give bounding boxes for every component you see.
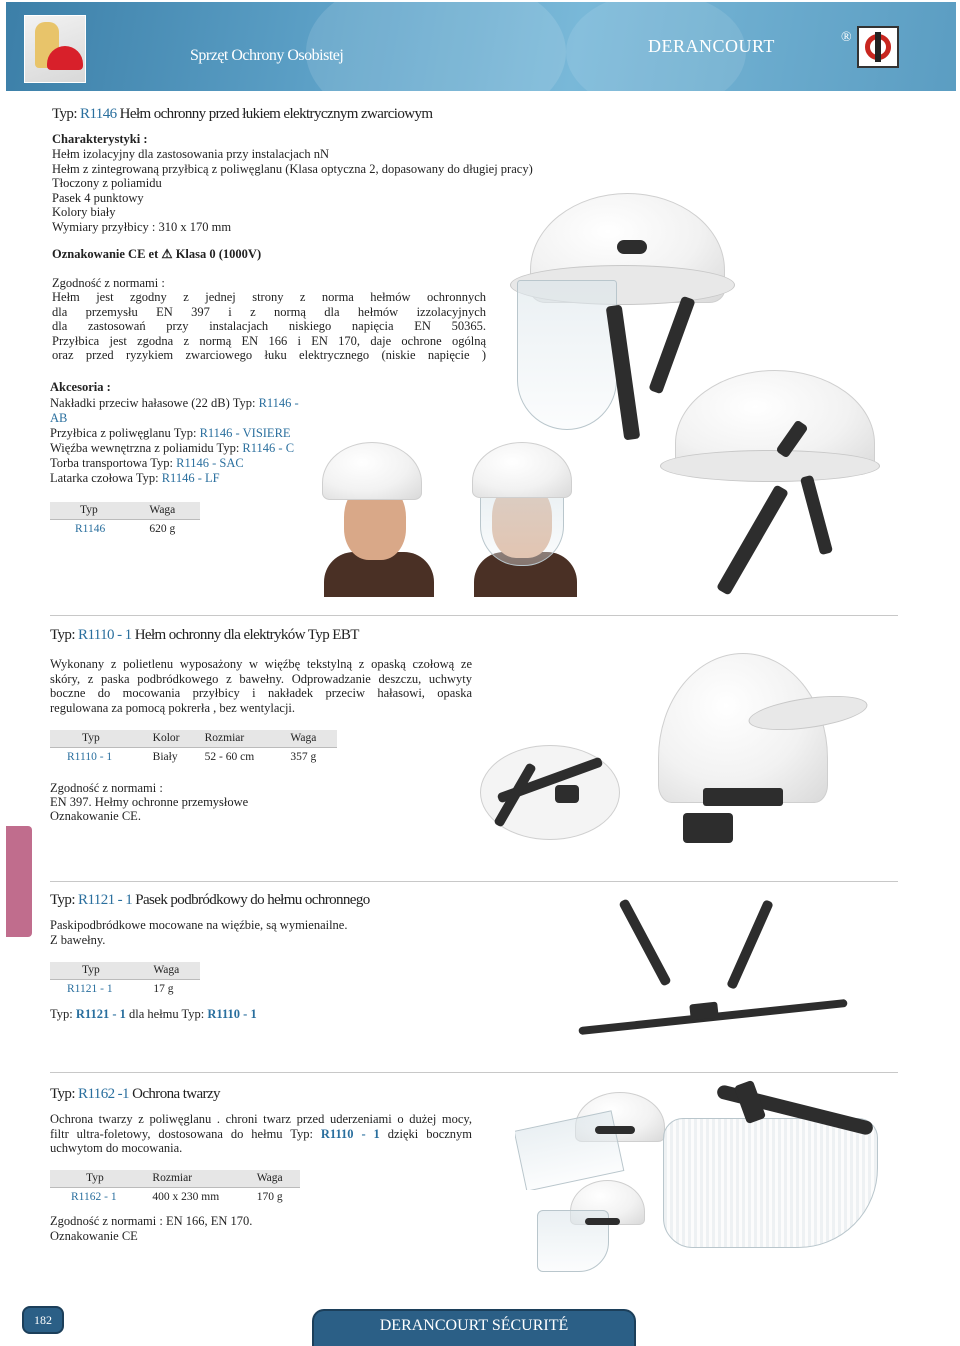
accessory-item: AB [50, 411, 68, 425]
banner-decoration [306, 2, 566, 91]
accessory-item: Torba transportowa Typ: R1146 - SAC [50, 456, 244, 470]
table-header: Waga [286, 730, 337, 747]
accessory-item: Więźba wewnętrzna z poliamidu Typ: R1146 - C [50, 441, 295, 455]
accessory-item: Nakładki przeciw hałasowe (22 dB) Typ: R1146 - [50, 396, 299, 410]
model-photo-helmet [316, 440, 434, 597]
table-header: Rozmiar [201, 730, 287, 747]
characteristic-line: Hełm izolacyjny dla zastosowania przy instalacjach nN [52, 147, 329, 161]
spec-table-r1162 [50, 1170, 300, 1206]
model-photo-visor [470, 440, 577, 597]
table-cell: Biały [152, 750, 178, 763]
norms-line: dla przemysłu EN 397 i z normą dla hełmów izzolacyjnych [52, 304, 486, 319]
description-line: boczne do mocowania przyłbicy i nakładek przeciw hałasowi, opaska [50, 686, 472, 700]
accessory-item: Przyłbica z poliwęglanu Typ: R1146 - VISIERE [50, 426, 291, 440]
table-cell: R1162 - 1 [71, 1190, 117, 1203]
header-banner [6, 2, 956, 91]
description-line: Z bawełny. [50, 932, 106, 947]
norms-line: dla zastosowań przy instalacjach niskiego napięcia EN 50365. [52, 319, 486, 333]
table-header: Waga [253, 1170, 300, 1187]
characteristic-line: Pasek 4 punktowy [52, 190, 144, 205]
description-line: Ochrona twarzy z poliwęglanu . chroni twarz przed uderzeniami o dużej mocy, [50, 1112, 472, 1126]
section-divider [50, 881, 898, 882]
section2-title: Typ: R1110 - 1 Hełm ochronny dla elektryków Typ EBT [50, 627, 359, 643]
page-number-badge: 182 [22, 1306, 64, 1334]
description-line: filtr ultra-foletowy, dostosowana do hełmu Typ: R1110 - 1 dzięki bocznym [50, 1126, 473, 1141]
norms-line: Przyłbica jest zgodna z normą EN 166 i EN 170, daje ochrone ogólną [52, 333, 486, 348]
spec-table-r1121 [50, 962, 200, 998]
section-divider [50, 1072, 898, 1073]
helmet-side-image [655, 365, 885, 605]
table-header: Typ [50, 502, 145, 519]
registered-mark: ® [841, 30, 852, 45]
title-text: Hełm ochronny przed łukiem elektrycznym zwarciowym [116, 106, 433, 122]
table-cell: 620 g [149, 522, 176, 535]
face-shield-image [655, 1078, 890, 1253]
banner-subtitle: Sprzęt Ochrony Osobistej [190, 47, 344, 64]
table-cell: R1146 [75, 522, 106, 535]
banner-brand: DERANCOURT [648, 36, 775, 56]
table-header-row [50, 502, 200, 519]
section-side-tab [6, 826, 32, 937]
helmet-ebt-image [648, 648, 876, 853]
table-header: Typ [50, 962, 149, 979]
product-code: R1121 - 1 [78, 892, 133, 908]
norms-paragraph [52, 290, 486, 363]
norms-line: EN 397. Hełmy ochronne przemysłowe [50, 795, 249, 809]
characteristic-line: Kolory biały [52, 205, 116, 219]
accessories-heading: Akcesoria : [50, 380, 111, 394]
description-line: Wykonany z polietlenu wyposażony w więźbę tekstylną z opaską czołową ze [50, 657, 472, 671]
section3-title: Typ: R1121 - 1 Pasek podbródkowy do hełmu ochronnego [50, 892, 370, 908]
description-line: Paskipodbródkowe mocowane na więźbie, są wymienailne. [50, 918, 348, 932]
table-cell: 52 - 60 cm [204, 750, 255, 763]
table-cell: R1110 - 1 [67, 750, 113, 763]
table-row [50, 1187, 300, 1206]
description-line: skóry, z paska podbródkowego z bawełny. Odprowadzanie deszczu, uchwyty [50, 671, 472, 686]
product-code: R1110 - 1 [78, 627, 132, 643]
norms-heading: Zgodność z normami : [50, 781, 163, 795]
table-cell: R1121 - 1 [67, 982, 113, 995]
characteristics-list [52, 147, 533, 234]
product-code: R1146 [80, 106, 117, 122]
characteristic-line: Hełm z zintegrowaną przyłbicą z poliwęglanu (Klasa optyczna 2, dopasowany do długiej pracy) [52, 161, 533, 176]
section3-description [50, 918, 348, 947]
accessory-item: Latarka czołowa Typ: R1146 - LF [50, 471, 220, 485]
table-row [50, 979, 200, 998]
description-line: regulowana za pomocą pokrerła , bez wentylacji. [50, 700, 296, 715]
description-line: uchwytom do mocowania. [50, 1141, 183, 1155]
helmet-harness-image [475, 735, 625, 845]
table-header: Waga [149, 962, 200, 979]
glove-helmet-thumbnail [24, 15, 86, 83]
table-header: Typ [50, 1170, 148, 1187]
section4-title: Typ: R1162 -1 Ochrona twarzy [50, 1086, 220, 1102]
marking-line: Oznakowanie CE et ⚠ Klasa 0 (1000V) [52, 247, 262, 261]
marking-line: Oznakowanie CE. [50, 809, 141, 823]
norms-heading: Zgodność z normami : [52, 276, 165, 290]
table-cell: 170 g [256, 1190, 283, 1203]
norms-line: Zgodność z normami : EN 166, EN 170. [50, 1214, 253, 1228]
table-cell: 17 g [153, 982, 174, 995]
norms-line: oraz przed ryzykiem zwarciowego łuku elektrycznego (niskie napięcie ) [52, 348, 486, 362]
product-code: R1162 -1 [78, 1086, 129, 1102]
table-header: Kolor [149, 730, 201, 747]
section4-description [50, 1112, 472, 1156]
table-row [50, 747, 337, 766]
footer-brand-tab: DERANCOURT SÉCURITÉ [312, 1309, 636, 1346]
table-header: Waga [145, 502, 200, 519]
table-row [50, 519, 200, 538]
table-header: Typ [50, 730, 149, 747]
section2-description [50, 657, 472, 715]
section1-title [52, 106, 432, 123]
table-header-row [50, 962, 200, 979]
compatibility-line: Typ: R1121 - 1 dla hełmu Typ: R1110 - 1 [50, 1007, 257, 1021]
face-shield-on-helmet-image [515, 1090, 670, 1190]
logo-bar [875, 32, 881, 62]
table-header: Rozmiar [148, 1170, 252, 1187]
table-cell: 357 g [290, 750, 317, 763]
spec-table-r1146 [50, 502, 200, 538]
table-header-row [50, 730, 337, 747]
spec-table-r1110 [50, 730, 337, 766]
section-divider [50, 615, 898, 616]
helmet-icon [47, 46, 83, 70]
norms-line: Hełm jest zgodny z jednej strony z norma hełmów ochronnych [52, 290, 486, 304]
face-shield-side-image [535, 1178, 650, 1278]
table-header-row [50, 1170, 300, 1187]
table-cell: 400 x 230 mm [152, 1190, 220, 1203]
marking-line: Oznakowanie CE [50, 1229, 138, 1243]
title-prefix: Typ: [52, 106, 81, 122]
characteristic-line: Tłoczony z poliamidu [52, 176, 162, 190]
characteristics-heading: Charakterystyki : [52, 132, 148, 146]
chin-strap-image [570, 895, 855, 1055]
accessories-list [50, 396, 299, 486]
characteristic-line: Wymiary przyłbicy : 310 x 170 mm [52, 219, 232, 234]
derancourt-logo-icon [857, 26, 899, 68]
